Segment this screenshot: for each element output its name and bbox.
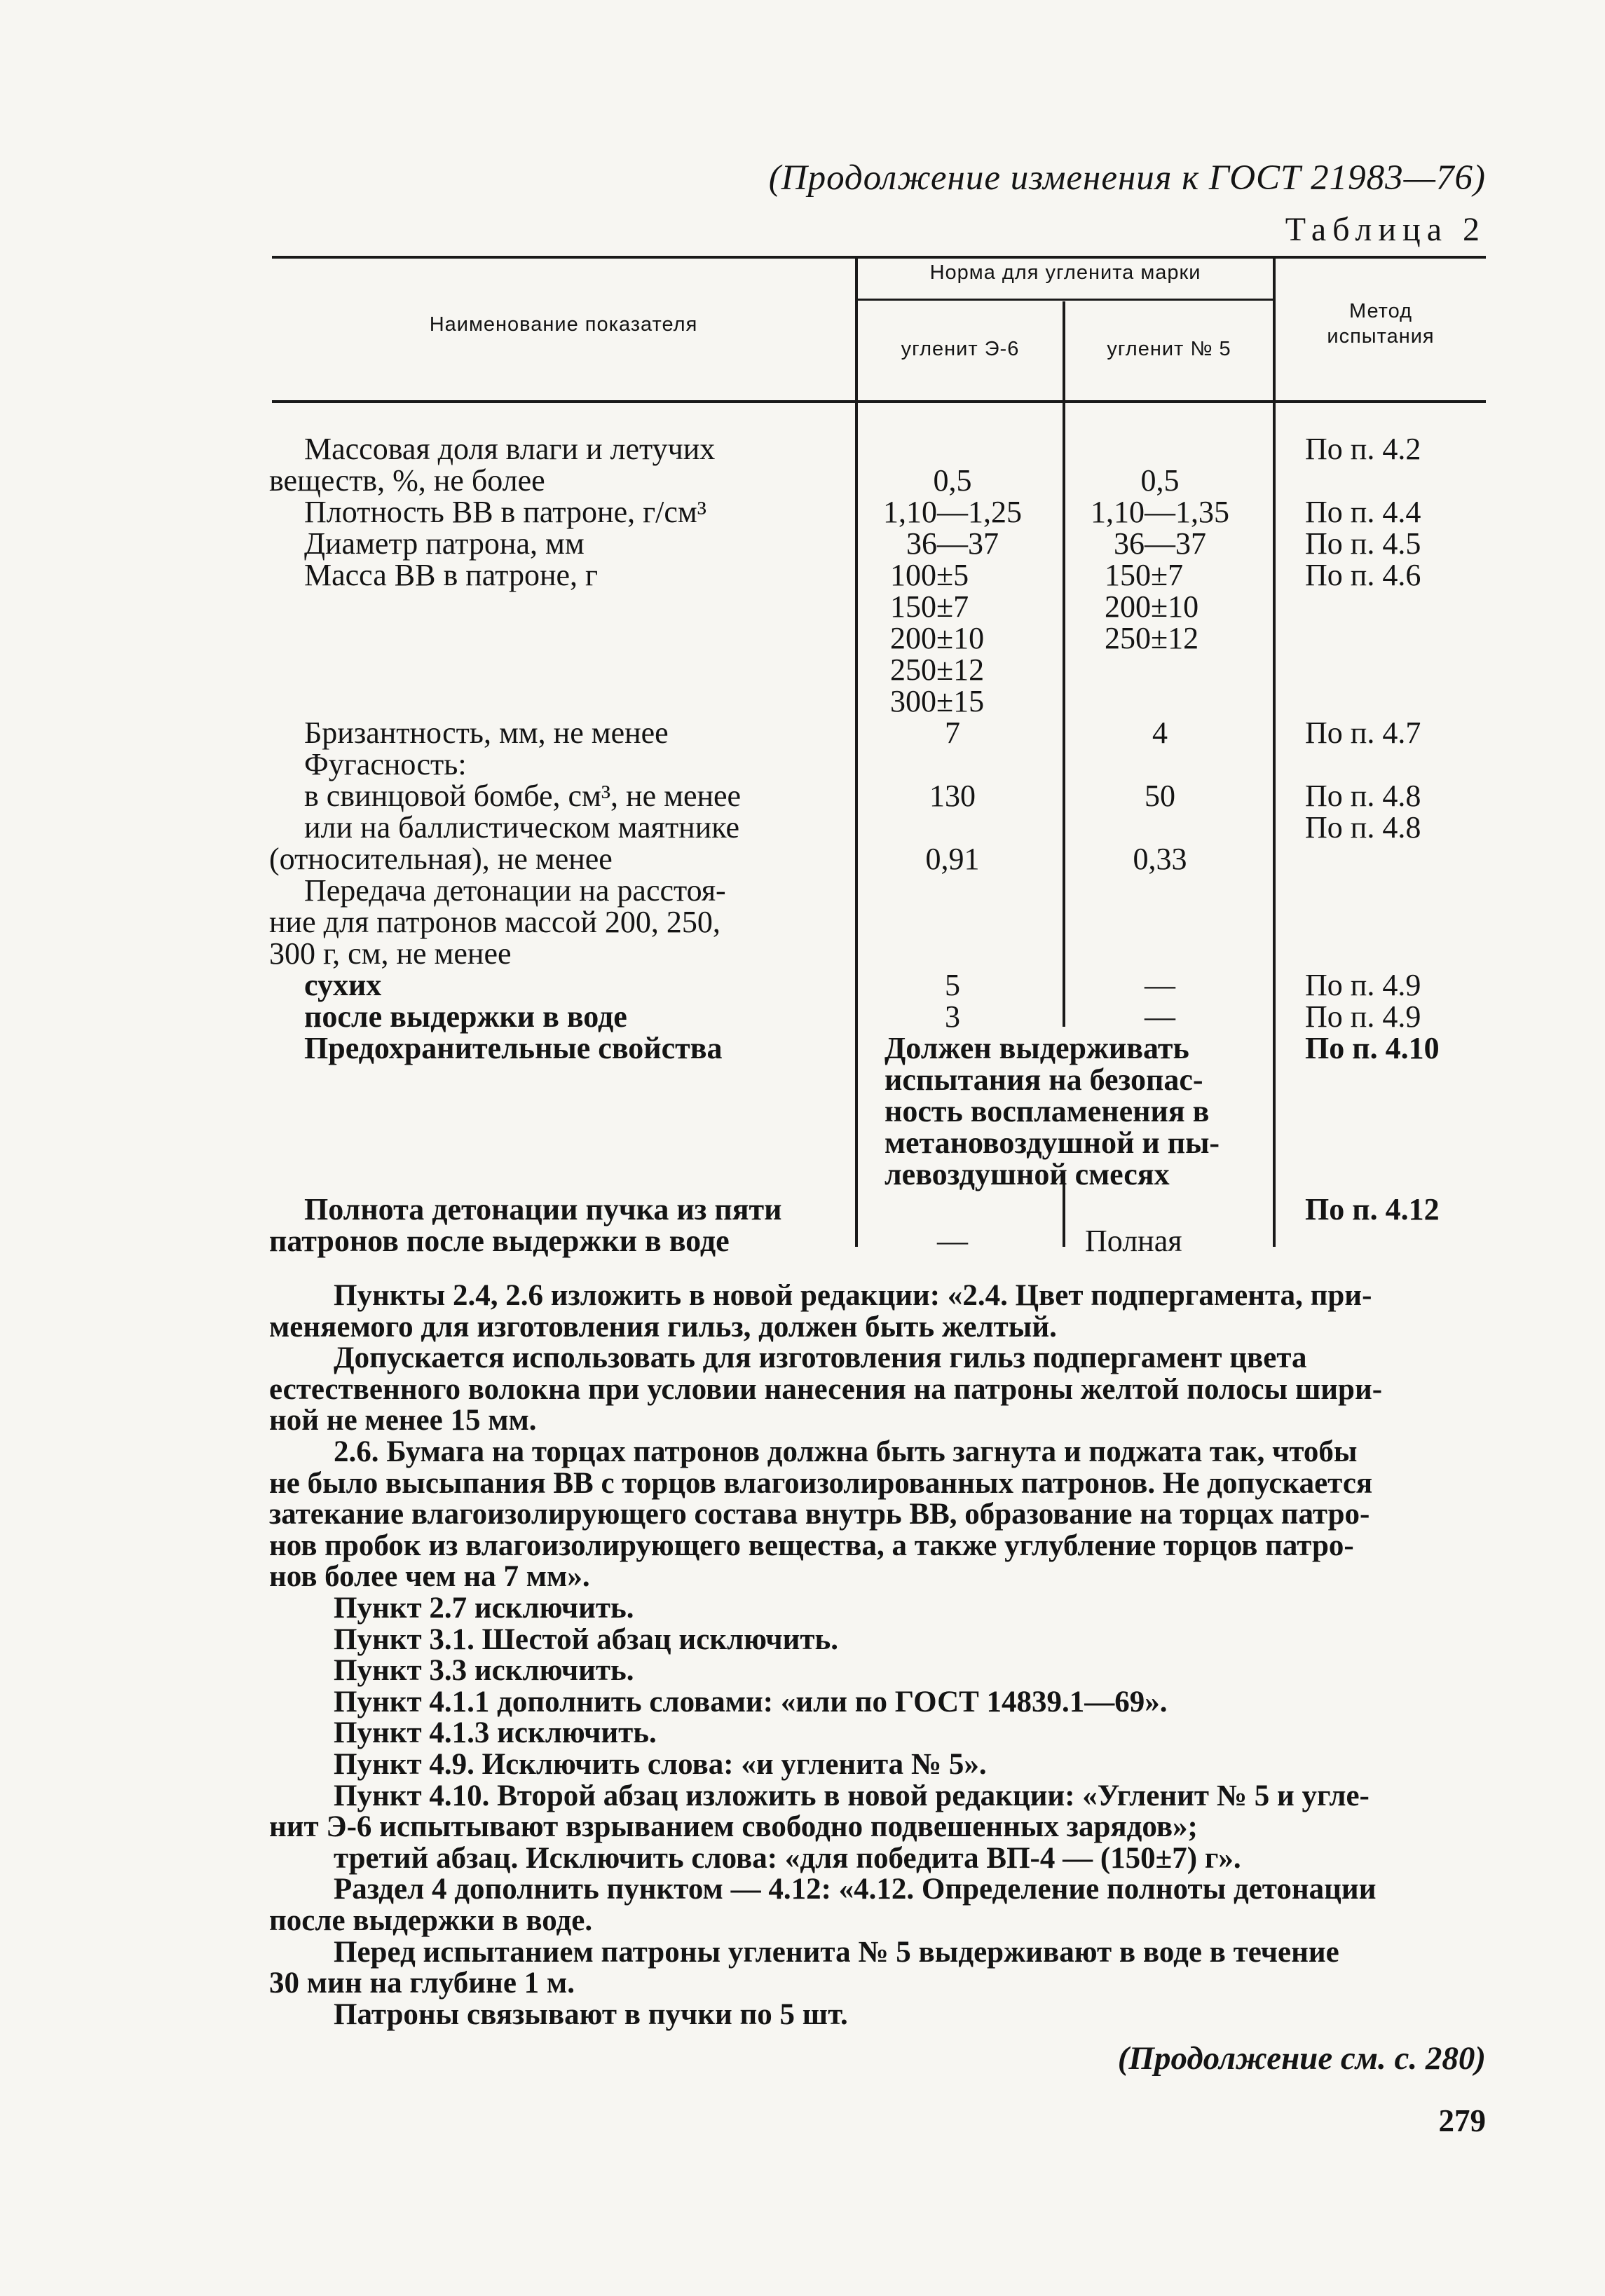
row-value-col2: 200±10 [1105,589,1199,624]
body-line: нов пробок из влагоизолирующего вещества, а также углубление торцов патро- [269,1529,1354,1562]
row-value-col1: 250±12 [890,652,985,687]
row-value-col1: 36—37 [906,526,999,561]
body-line: Пункт 4.1.1 дополнить словами: «или по ГОСТ 14839.1—69». [334,1686,1168,1718]
body-line: Пункты 2.4, 2.6 изложить в новой редакции: «2.4. Цвет подпергамента, при- [334,1279,1372,1312]
header-col2: угленит № 5 [1107,338,1231,360]
table-title: Таблица 2 [1285,211,1486,248]
row-name-line: сухих [304,968,382,1002]
body-line: Допускается использовать для изготовления гильз подпергамент цвета [334,1341,1307,1374]
body-line: Пункт 4.9. Исключить слова: «и угленита № 5». [334,1748,987,1781]
body-line: Перед испытанием патроны угленита № 5 выдерживают в воде в течение [334,1936,1339,1969]
body-line: после выдержки в воде. [269,1904,593,1937]
table-header-rule [272,400,1486,403]
row-name-line: Фугасность: [304,747,467,781]
row-value-col2: 1,10—1,35 [1091,495,1229,529]
row-value-col2: 50 [1145,779,1175,813]
body-line: третий абзац. Исключить слова: «для победита ВП-4 — (150±7) г». [334,1842,1241,1875]
row-name-line: после выдержки в воде [304,999,627,1034]
row-value-col1: 130 [929,779,976,813]
row-value-col2: — [1145,968,1175,1002]
row-value-col2: 0,5 [1140,463,1180,498]
merged-cell-line: ность воспламенения в [885,1094,1210,1128]
row-method: По п. 4.6 [1305,558,1421,592]
row-name-line: Масса ВВ в патроне, г [304,558,599,592]
row-method: По п. 4.2 [1305,432,1421,466]
body-line: не было высыпания ВВ с торцов влагоизолированных патронов. Не допускается [269,1467,1373,1500]
body-line: 30 мин на глубине 1 м. [269,1967,575,2000]
row-value-col1: 1,10—1,25 [883,495,1022,529]
body-line: Патроны связывают в пучки по 5 шт. [334,1998,848,2031]
row-value-col2: Полная [1085,1224,1182,1258]
row-method: По п. 4.12 [1305,1192,1440,1226]
body-line: меняемого для изготовления гильз, должен быть желтый. [269,1311,1057,1344]
table-top-rule [272,256,1486,259]
page-number: 279 [1438,2103,1486,2138]
row-value-col2: 36—37 [1114,526,1206,561]
body-line: естественного волокна при условии нанесения на патроны желтой полосы шири- [269,1373,1383,1406]
row-name-line: ние для патронов массой 200, 250, [269,905,720,939]
row-name-line: патронов после выдержки в воде [269,1224,730,1258]
row-value-col1: 200±10 [890,621,985,655]
merged-cell-line: Должен выдерживать [885,1031,1189,1065]
body-line: Пункт 2.7 исключить. [334,1592,634,1625]
row-method: По п. 4.5 [1305,526,1421,561]
body-line: нит Э-6 испытывают взрыванием свободно подвешенных зарядов»; [269,1810,1198,1843]
row-method: По п. 4.4 [1305,495,1421,529]
row-value-col1: 0,5 [933,463,972,498]
row-value-col1: — [937,1224,968,1258]
body-line: нов более чем на 7 мм». [269,1560,590,1593]
row-method: По п. 4.8 [1305,779,1421,813]
row-value-col2: 4 [1152,716,1168,750]
continuation-footer: (Продолжение см. с. 280) [1117,2040,1486,2077]
row-value-col1: 5 [945,968,960,1002]
header-norm: Норма для угленита марки [929,261,1201,284]
row-method: По п. 4.10 [1305,1031,1440,1065]
body-line: Раздел 4 дополнить пунктом — 4.12: «4.12. Определение полноты детонации [334,1873,1377,1906]
row-value-col1: 100±5 [890,558,969,592]
row-name-line: Диаметр патрона, мм [304,526,585,561]
row-method: По п. 4.7 [1305,716,1421,750]
row-name-line: веществ, %, не более [269,463,545,498]
row-name-line: или на баллистическом маятнике [304,810,740,845]
body-line: Пункт 3.1. Шестой абзац исключить. [334,1623,839,1656]
header-name: Наименование показателя [429,313,698,336]
row-method: По п. 4.8 [1305,810,1421,845]
row-value-col1: 3 [945,999,960,1034]
row-value-col1: 7 [945,716,960,750]
merged-cell-line: испытания на безопас- [885,1062,1203,1097]
body-line: ной не менее 15 мм. [269,1404,537,1437]
header-method-2: испытания [1327,325,1435,348]
column-divider-3 [1273,256,1276,1247]
row-value-col2: 250±12 [1105,621,1199,655]
row-value-col1: 150±7 [890,589,969,624]
row-name-line: (относительная), не менее [269,842,613,876]
row-name-line: Плотность ВВ в патроне, г/см³ [304,495,706,529]
row-value-col1: 300±15 [890,684,985,718]
row-name-line: Полнота детонации пучка из пяти [304,1192,782,1226]
body-line: затекание влагоизолирующего состава внутрь ВВ, образование на торцах патро- [269,1498,1370,1531]
row-value-col2: 150±7 [1105,558,1184,592]
row-value-col2: — [1145,999,1175,1034]
column-divider-1 [855,256,858,1247]
norm-header-rule [856,299,1273,301]
row-name-line: Массовая доля влаги и летучих [304,432,716,466]
row-name-line: Предохранительные свойства [304,1031,723,1065]
body-line: 2.6. Бумага на торцах патронов должна быть загнута и поджата так, чтобы [334,1435,1358,1468]
row-name-line: Передача детонации на расстоя- [304,873,726,908]
body-line: Пункт 4.1.3 исключить. [334,1716,657,1749]
header-col1: угленит Э-6 [901,338,1020,360]
header-method-1: Метод [1348,300,1413,322]
merged-cell-line: левоздушной смесях [885,1157,1170,1191]
row-name-line: Бризантность, мм, не менее [304,716,669,750]
row-method: По п. 4.9 [1305,999,1421,1034]
continuation-header: (Продолжение изменения к ГОСТ 21983—76) [768,158,1486,198]
row-name-line: в свинцовой бомбе, см³, не менее [304,779,742,813]
row-name-line: 300 г, см, не менее [269,936,512,971]
body-line: Пункт 4.10. Второй абзац изложить в новой редакции: «Угленит № 5 и угле- [334,1779,1370,1812]
body-line: Пункт 3.3 исключить. [334,1654,634,1687]
row-value-col1: 0,91 [925,842,980,876]
row-value-col2: 0,33 [1133,842,1187,876]
row-method: По п. 4.9 [1305,968,1421,1002]
merged-cell-line: метановоздушной и пы- [885,1126,1220,1160]
